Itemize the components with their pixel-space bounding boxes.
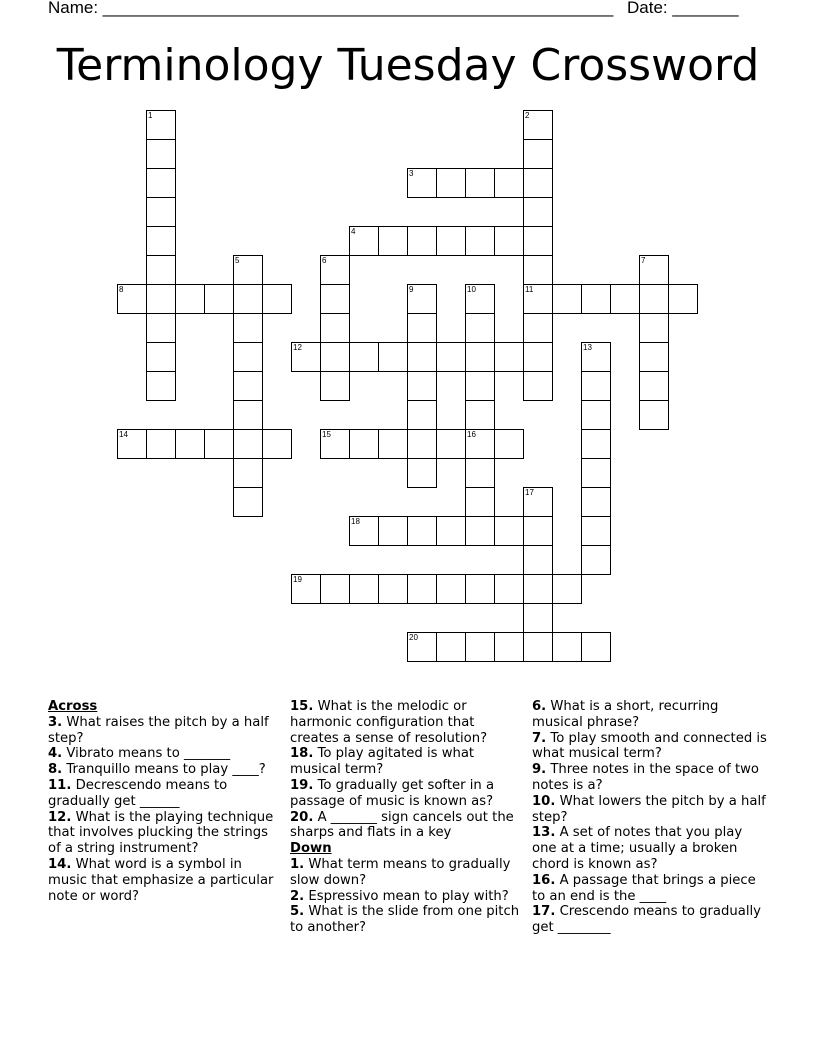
crossword-cell[interactable] [320,574,350,604]
clue-number: 9 [409,285,414,294]
crossword-cell[interactable] [233,458,263,488]
crossword-cell[interactable] [407,168,437,198]
clue-item [290,699,522,746]
crossword-cell[interactable] [581,516,611,546]
clue-item [532,699,770,731]
clues-column-3 [532,699,770,936]
clue-item [48,778,280,810]
crossword-cell[interactable] [523,197,553,227]
clue-item [532,873,770,905]
crossword-cell[interactable] [407,574,437,604]
clue-item [532,904,770,936]
clue-text: Vibrato means to _______ [62,746,231,762]
clue-number: 20 [409,633,418,642]
crossword-cell[interactable] [146,284,176,314]
crossword-cell[interactable] [407,400,437,430]
crossword-cell[interactable] [407,632,437,662]
crossword-cell[interactable] [523,342,553,372]
crossword-cell[interactable] [581,342,611,372]
clue-number-label: 8. [48,762,63,778]
crossword-cell[interactable] [349,516,379,546]
crossword-cell[interactable] [465,429,495,459]
crossword-cell[interactable] [146,197,176,227]
clue-text: What raises the pitch by a half step? [48,714,269,746]
crossword-cell[interactable] [581,371,611,401]
crossword-cell[interactable] [523,632,553,662]
crossword-cell[interactable] [668,284,698,314]
crossword-cell[interactable] [639,371,669,401]
crossword-cell[interactable] [233,429,263,459]
crossword-cell[interactable] [581,284,611,314]
crossword-cell[interactable] [262,284,292,314]
crossword-cell[interactable] [233,284,263,314]
crossword-cell[interactable] [233,313,263,343]
clue-number-label: 4. [48,746,63,762]
crossword-cell[interactable] [436,632,466,662]
crossword-cell[interactable] [320,313,350,343]
crossword-cell[interactable] [552,632,582,662]
crossword-cell[interactable] [581,487,611,517]
clue-number: 15 [322,430,331,439]
clue-number: 17 [525,488,534,497]
crossword-cell[interactable] [465,400,495,430]
crossword-cell[interactable] [465,168,495,198]
page-title: Terminology Tuesday Crossword [56,40,760,91]
clue-text: What lowers the pitch by a half step? [532,793,766,825]
clue-number-label: 12. [48,809,72,825]
clue-text: Crescendo means to gradually get ________ [532,904,761,936]
crossword-cell[interactable] [436,429,466,459]
crossword-cell[interactable] [465,458,495,488]
crossword-cell[interactable] [581,632,611,662]
crossword-cell[interactable] [407,516,437,546]
crossword-cell[interactable] [320,284,350,314]
clue-number-label: 16. [532,872,556,888]
clue-number: 14 [119,430,128,439]
crossword-cell[interactable] [146,371,176,401]
date-field-label: Date: _______ [627,0,739,17]
crossword-cell[interactable] [523,371,553,401]
crossword-cell[interactable] [523,110,553,140]
crossword-cell[interactable] [494,516,524,546]
crossword-cell[interactable] [233,342,263,372]
clue-number: 12 [293,343,302,352]
crossword-cell[interactable] [146,139,176,169]
clue-text: What is the slide from one pitch to another? [290,904,520,936]
crossword-cell[interactable] [523,226,553,256]
crossword-cell[interactable] [407,284,437,314]
crossword-cell[interactable] [494,226,524,256]
clues-column-1 [48,699,280,904]
clue-item [48,715,280,747]
crossword-cell[interactable] [436,342,466,372]
clue-number: 7 [641,256,646,265]
clue-number-label: 1. [290,856,305,872]
crossword-cell[interactable] [494,429,524,459]
down-heading: Down [290,841,332,857]
clue-number-label: 13. [532,825,556,841]
clue-item [290,746,522,778]
clue-number: 13 [583,343,592,352]
crossword-cell[interactable] [378,574,408,604]
crossword-cell[interactable] [523,487,553,517]
crossword-cell[interactable] [639,400,669,430]
clue-item [532,762,770,794]
crossword-cell[interactable] [262,429,292,459]
crossword-cell[interactable] [523,139,553,169]
crossword-cell[interactable] [581,458,611,488]
crossword-cell[interactable] [523,574,553,604]
clue-number-label: 9. [532,762,547,778]
clue-text: What is the playing technique that involves plucking the strings of a string instrument? [48,809,274,857]
crossword-cell[interactable] [523,284,553,314]
clue-number: 4 [351,227,356,236]
crossword-cell[interactable] [175,284,205,314]
clue-number: 6 [322,256,327,265]
crossword-cell[interactable] [320,342,350,372]
clue-item [48,857,280,904]
clue-number: 18 [351,517,360,526]
crossword-cell[interactable] [465,574,495,604]
crossword-cell[interactable] [465,284,495,314]
crossword-cell[interactable] [146,342,176,372]
clue-number-label: 15. [290,699,314,714]
clue-number-label: 11. [48,777,72,793]
crossword-cell[interactable] [407,226,437,256]
clues-column-2 [290,699,522,936]
clue-text: Decrescendo means to gradually get ______ [48,777,228,809]
crossword-cell[interactable] [581,400,611,430]
clue-number-label: 19. [290,777,314,793]
clue-item [48,810,280,857]
crossword-cell[interactable] [320,255,350,285]
crossword-cell[interactable] [233,255,263,285]
crossword-cell[interactable] [523,603,553,633]
clue-number-label: 17. [532,904,556,920]
clue-number-label: 10. [532,793,556,809]
clue-item [290,857,522,889]
crossword-cell[interactable] [552,574,582,604]
crossword-cell[interactable] [465,226,495,256]
clue-text: To play agitated is what musical term? [290,746,475,778]
clue-number-label: 18. [290,746,314,762]
name-field-label: Name: ______________________________________________________ [48,0,614,17]
clue-item [290,778,522,810]
crossword-cell[interactable] [407,371,437,401]
crossword-cell[interactable] [523,545,553,575]
crossword-cell[interactable] [465,516,495,546]
clue-item [290,889,522,905]
clue-number: 2 [525,111,530,120]
crossword-cell[interactable] [639,342,669,372]
clue-number-label: 20. [290,809,314,825]
crossword-cell[interactable] [581,429,611,459]
crossword-cell[interactable] [610,284,640,314]
crossword-cell[interactable] [146,168,176,198]
crossword-cell[interactable] [407,313,437,343]
crossword-cell[interactable] [436,574,466,604]
clue-text: Tranquillo means to play ____? [62,762,266,778]
crossword-cell[interactable] [465,632,495,662]
crossword-cell[interactable] [639,255,669,285]
crossword-cell[interactable] [146,313,176,343]
crossword-cell[interactable] [639,313,669,343]
clue-number-label: 7. [532,730,547,746]
crossword-cell[interactable] [204,284,234,314]
crossword-cell[interactable] [146,429,176,459]
crossword-cell[interactable] [349,342,379,372]
crossword-cell[interactable] [233,371,263,401]
clue-text: What word is a symbol in music that emphasize a particular note or word? [48,856,274,904]
crossword-cell[interactable] [291,574,321,604]
crossword-cell[interactable] [639,284,669,314]
crossword-cell[interactable] [523,168,553,198]
clue-number: 3 [409,169,414,178]
clue-number-label: 2. [290,888,305,904]
crossword-cell[interactable] [378,429,408,459]
clue-text: A set of notes that you play one at a time; usually a broken chord is known as? [532,825,743,872]
clue-item [532,731,770,763]
clue-number-label: 6. [532,699,547,714]
crossword-cell[interactable] [320,429,350,459]
clue-number: 1 [148,111,153,120]
crossword-cell[interactable] [233,400,263,430]
clue-item [532,825,770,872]
crossword-cell[interactable] [407,458,437,488]
crossword-cell[interactable] [349,226,379,256]
clue-item [48,746,280,762]
crossword-cell[interactable] [494,342,524,372]
clue-number: 5 [235,256,240,265]
crossword-cell[interactable] [465,342,495,372]
crossword-cell[interactable] [146,255,176,285]
clue-text: To gradually get softer in a passage of music is known as? [290,777,495,809]
crossword-cell[interactable] [465,487,495,517]
crossword-cell[interactable] [494,632,524,662]
crossword-cell[interactable] [465,371,495,401]
clue-number: 19 [293,575,302,584]
crossword-cell[interactable] [436,516,466,546]
clue-text: A passage that brings a piece to an end is the ____ [532,872,756,904]
clue-item [48,762,280,778]
clue-number: 10 [467,285,476,294]
clue-text: Espressivo mean to play with? [304,888,509,904]
crossword-cell[interactable] [378,342,408,372]
clue-number-label: 5. [290,904,305,920]
crossword-cell[interactable] [436,168,466,198]
crossword-cell[interactable] [233,487,263,517]
across-heading: Across [48,699,98,714]
crossword-cell[interactable] [291,342,321,372]
crossword-cell[interactable] [523,313,553,343]
crossword-cell[interactable] [523,516,553,546]
crossword-cell[interactable] [407,342,437,372]
crossword-cell[interactable] [523,255,553,285]
crossword-cell[interactable] [349,429,379,459]
clue-text: To play smooth and connected is what musical term? [532,730,767,762]
crossword-cell[interactable] [204,429,234,459]
crossword-cell[interactable] [175,429,205,459]
clue-text: A _______ sign cancels out the sharps and flats in a key [290,809,514,841]
clue-number-label: 14. [48,856,72,872]
clue-number: 16 [467,430,476,439]
crossword-cell[interactable] [552,284,582,314]
crossword-cell[interactable] [146,110,176,140]
clue-number-label: 3. [48,714,63,730]
clue-item [532,794,770,826]
clue-text: What is the melodic or harmonic configuration that creates a sense of resolution? [290,699,488,746]
crossword-cell[interactable] [349,574,379,604]
clue-number: 8 [119,285,124,294]
clue-item [290,810,522,842]
crossword-cell[interactable] [436,226,466,256]
crossword-cell[interactable] [378,226,408,256]
clue-text: What term means to gradually slow down? [290,856,511,888]
clue-text: Three notes in the space of two notes is a? [532,762,759,793]
clue-number: 11 [525,285,534,294]
crossword-cell[interactable] [407,429,437,459]
crossword-cell[interactable] [494,574,524,604]
crossword-cell[interactable] [378,516,408,546]
clue-text: What is a short, recurring musical phrase? [532,699,719,730]
crossword-cell[interactable] [146,226,176,256]
crossword-cell[interactable] [117,429,147,459]
crossword-cell[interactable] [494,168,524,198]
clue-item [290,904,522,936]
crossword-cell[interactable] [117,284,147,314]
crossword-cell[interactable] [320,371,350,401]
crossword-cell[interactable] [581,545,611,575]
crossword-cell[interactable] [465,313,495,343]
